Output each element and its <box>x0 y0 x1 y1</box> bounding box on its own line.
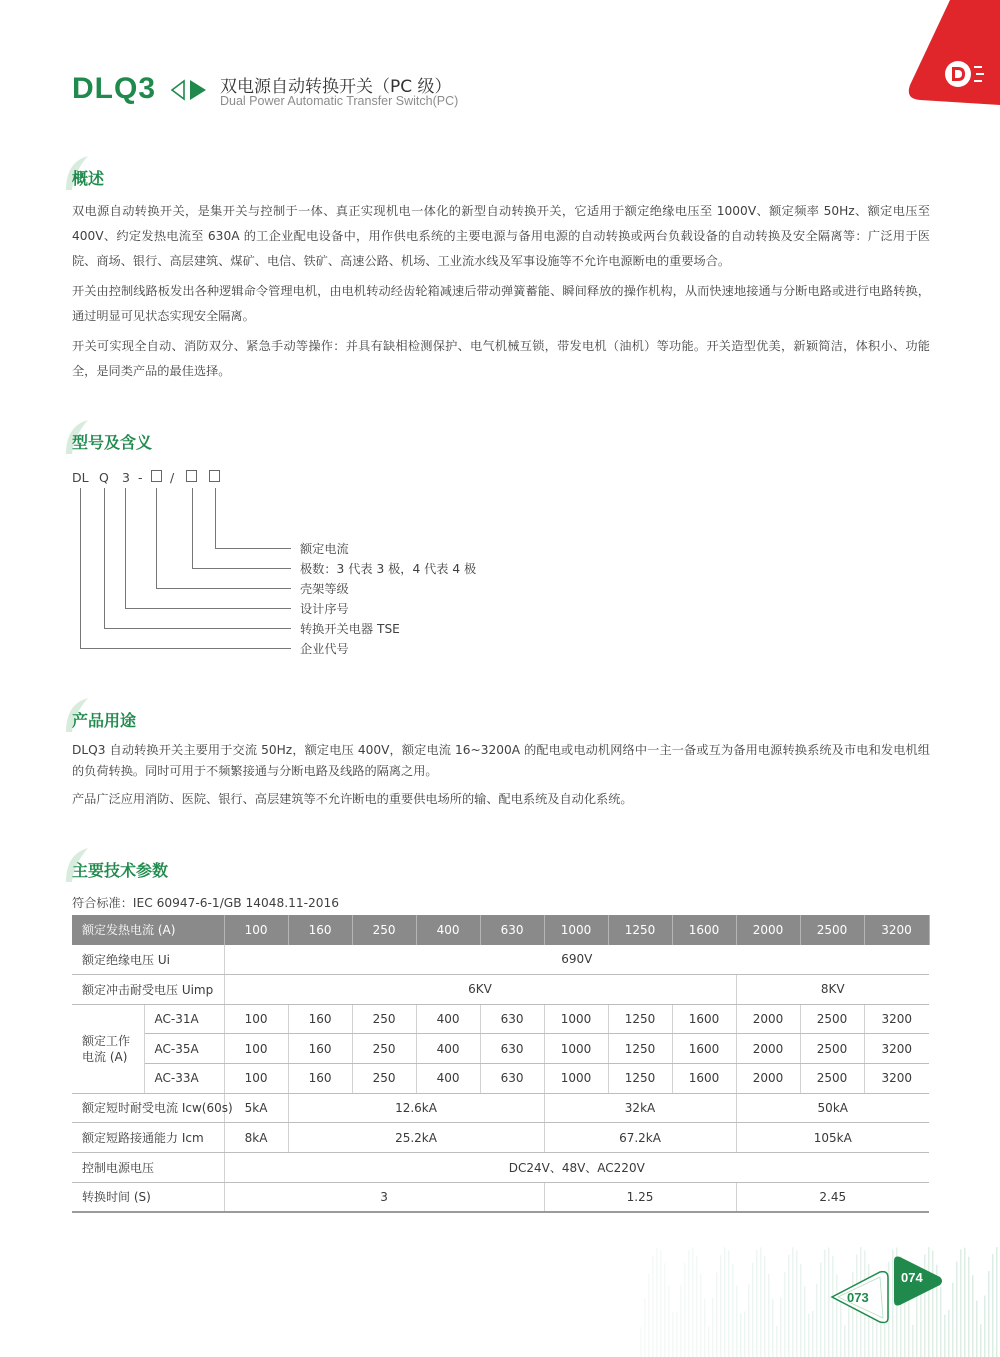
table-header-cell: 630 <box>480 915 544 945</box>
model-code-placeholder-box <box>186 470 197 482</box>
table-cell: 1250 <box>608 1063 672 1093</box>
table-header-cell: 2000 <box>736 915 800 945</box>
table-cell: 2500 <box>800 1004 864 1034</box>
table-row <box>72 1123 929 1153</box>
row-label: 额定短时耐受电流 Icw(60s) <box>72 1093 224 1123</box>
table-cell: 25.2kA <box>288 1123 544 1153</box>
row-label-line: 额定工作 <box>82 1033 131 1048</box>
table-cell: 1250 <box>608 1004 672 1034</box>
row-label: 转换时间 (S) <box>72 1182 224 1212</box>
ac-category: AC-35A <box>144 1034 224 1064</box>
model-code-part: 3 <box>122 470 130 485</box>
table-cell: 690V <box>224 945 929 975</box>
play-arrow-icon <box>170 76 210 104</box>
table-row <box>72 974 929 1004</box>
model-code-placeholder-box <box>209 470 220 482</box>
table-header-cell: 1000 <box>544 915 608 945</box>
table-header-cell: 2500 <box>800 915 864 945</box>
table-cell: 2500 <box>800 1063 864 1093</box>
table-cell: 3200 <box>864 1034 929 1064</box>
model-meaning-frame: 壳架等级 <box>300 582 349 596</box>
overview-paragraph-2: 开关由控制线路板发出各种逻辑命令管理电机，由电机转动经齿轮箱减速后带动弹簧蓄能、瞬间释放的操作机构，从而快速地接通与分断电路或进行电路转换，通过明显可见状态实现安全隔离。 <box>72 284 930 323</box>
row-label: 额定短路接通能力 Icm <box>72 1123 224 1153</box>
table-header-cell: 100 <box>224 915 288 945</box>
table-cell: 100 <box>224 1034 288 1064</box>
spec-table <box>72 915 930 1213</box>
table-cell: 100 <box>224 1063 288 1093</box>
table-cell: 160 <box>288 1063 352 1093</box>
table-cell: 3200 <box>864 1004 929 1034</box>
table-cell: 1000 <box>544 1034 608 1064</box>
table-header-cell: 1250 <box>608 915 672 945</box>
brand-model-code: DLQ3 <box>72 72 157 105</box>
table-cell: 2000 <box>736 1004 800 1034</box>
model-meaning-design: 设计序号 <box>300 602 349 616</box>
table-cell: 67.2kA <box>544 1123 736 1153</box>
model-code-part: - <box>138 470 143 485</box>
section-title: 型号及含义 <box>72 433 153 452</box>
table-header-cell: 1600 <box>672 915 736 945</box>
table-cell: 8KV <box>736 974 929 1004</box>
table-header-cell: 250 <box>352 915 416 945</box>
row-label-work-current <box>72 1004 144 1093</box>
section-title: 概述 <box>72 169 105 188</box>
model-meaning-poles: 极数：3 代表 3 极，4 代表 4 极 <box>300 562 477 576</box>
table-cell: 3200 <box>864 1063 929 1093</box>
ac-category: AC-33A <box>144 1063 224 1093</box>
model-meaning-rated-current: 额定电流 <box>300 542 349 556</box>
table-cell: 400 <box>416 1063 480 1093</box>
table-cell: 1000 <box>544 1004 608 1034</box>
model-code-placeholder-box <box>151 470 162 482</box>
table-cell: 2500 <box>800 1034 864 1064</box>
table-row <box>72 1063 929 1093</box>
table-header-cell: 400 <box>416 915 480 945</box>
model-code-part: DL <box>72 470 89 485</box>
table-header-label: 额定发热电流 (A) <box>72 915 224 945</box>
table-cell: 12.6kA <box>288 1093 544 1123</box>
table-cell: 630 <box>480 1034 544 1064</box>
table-row <box>72 1004 929 1034</box>
table-header-cell: 160 <box>288 915 352 945</box>
table-cell: 105kA <box>736 1123 929 1153</box>
table-cell: 3 <box>224 1182 544 1212</box>
table-row <box>72 1093 929 1123</box>
product-title-cn: 双电源自动转换开关（PC 级） <box>220 77 452 97</box>
table-cell: 2000 <box>736 1063 800 1093</box>
table-cell: 1600 <box>672 1063 736 1093</box>
table-header-row <box>72 915 929 945</box>
table-header-cell: 3200 <box>864 915 929 945</box>
table-cell: 8kA <box>224 1123 288 1153</box>
decorative-stripes <box>640 1215 1000 1357</box>
table-cell: 630 <box>480 1063 544 1093</box>
brand-logo-icon <box>900 0 1000 105</box>
table-cell: 1600 <box>672 1034 736 1064</box>
table-cell: 160 <box>288 1034 352 1064</box>
table-cell: 400 <box>416 1004 480 1034</box>
table-cell: 2000 <box>736 1034 800 1064</box>
overview-paragraph-3: 开关可实现全自动、消防双分、紧急手动等操作：并具有缺相检测保护、电气机械互锁，带发电机（油机）等功能。开关造型优美，新颖简洁，体积小、功能全，是同类产品的最佳选择。 <box>72 339 930 378</box>
model-code-part: / <box>170 470 175 485</box>
section-title: 主要技术参数 <box>72 861 169 880</box>
table-cell: 160 <box>288 1004 352 1034</box>
table-cell: DC24V、48V、AC220V <box>224 1153 929 1183</box>
table-cell: 6KV <box>224 974 736 1004</box>
table-row <box>72 1153 929 1183</box>
page-number-left: 073 <box>847 1290 869 1305</box>
table-cell: 5kA <box>224 1093 288 1123</box>
table-cell: 100 <box>224 1004 288 1034</box>
table-cell: 400 <box>416 1034 480 1064</box>
table-cell: 630 <box>480 1004 544 1034</box>
model-meaning-company: 企业代号 <box>300 642 349 656</box>
table-cell: 250 <box>352 1004 416 1034</box>
section-title: 产品用途 <box>72 711 137 730</box>
page-number-right: 074 <box>901 1270 923 1285</box>
row-label: 额定绝缘电压 Ui <box>72 945 224 975</box>
table-cell: 250 <box>352 1034 416 1064</box>
model-code-part: Q <box>99 470 109 485</box>
row-label: 控制电源电压 <box>72 1153 224 1183</box>
ac-category: AC-31A <box>144 1004 224 1034</box>
usage-paragraph-1: DLQ3 自动转换开关主要用于交流 50Hz，额定电压 400V，额定电流 16~3200A 的配电或电动机网络中一主一备或互为备用电源转换系统及市电和发电机组的负荷转换。同时可用于不频繁接通与分断电路及线路的隔离之用。 <box>72 743 930 778</box>
table-cell: 32kA <box>544 1093 736 1123</box>
compliance-standard: 符合标准：IEC 60947-6-1/GB 14048.11-2016 <box>72 896 340 910</box>
table-cell: 1.25 <box>544 1182 736 1212</box>
usage-paragraph-2: 产品广泛应用消防、医院、银行、高层建筑等不允许断电的重要供电场所的输、配电系统及自动化系统。 <box>72 792 633 806</box>
model-meaning-tse: 转换开关电器 TSE <box>300 622 400 636</box>
product-title-en: Dual Power Automatic Transfer Switch(PC) <box>220 94 459 108</box>
row-label-line: 电流 (A) <box>82 1049 128 1064</box>
overview-paragraph-1: 双电源自动转换开关，是集开关与控制于一体、真正实现机电一体化的新型自动转换开关，它适用于额定绝缘电压至 1000V、额定频率 50Hz、额定电压至 400V、约定发热电流至 630A 的工企业配电设备中，用作供电系统的主要电源与备用电源的自动转换或两台负载设备的自动转换及安全隔离等：广泛用于医院、商场、银行、高层建筑、煤矿、电信、铁矿、高速公路、机场、工业流水线及军事设施等不允许电源断电的重要场合。 <box>72 204 930 268</box>
table-cell: 250 <box>352 1063 416 1093</box>
table-cell: 2.45 <box>736 1182 929 1212</box>
table-row <box>72 1034 929 1064</box>
table-cell: 1250 <box>608 1034 672 1064</box>
table-cell: 1000 <box>544 1063 608 1093</box>
table-row <box>72 1182 929 1212</box>
table-row <box>72 945 929 975</box>
table-cell: 50kA <box>736 1093 929 1123</box>
row-label: 额定冲击耐受电压 Uimp <box>72 974 224 1004</box>
table-cell: 1600 <box>672 1004 736 1034</box>
